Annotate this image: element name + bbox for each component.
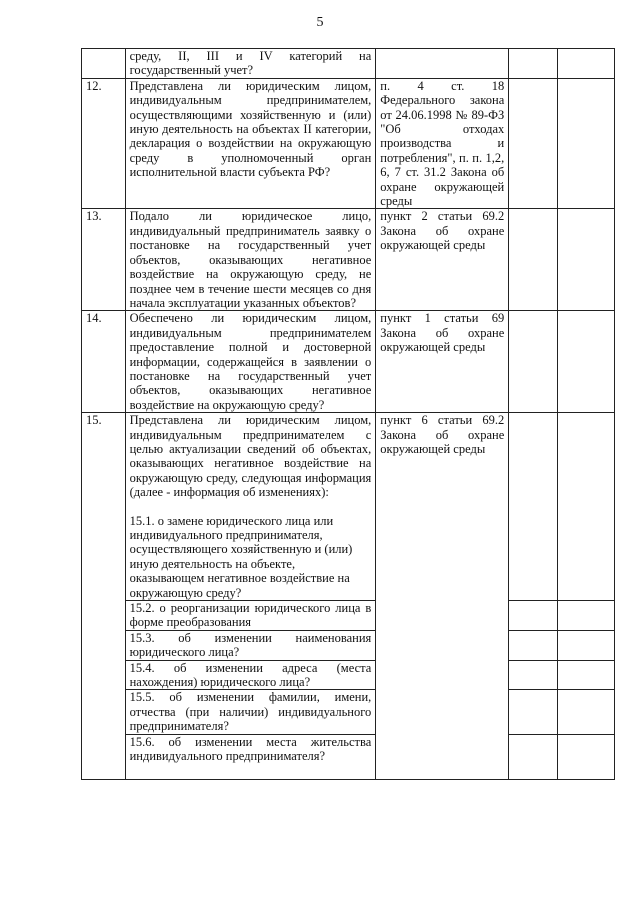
answer-cell[interactable] [509,601,558,631]
subitem-text: 15.6. об изменении места жительства индивидуального предпринимателя? [125,734,376,779]
table-row [82,209,615,311]
answer-cell[interactable] [509,630,558,660]
row-number: 15. [82,413,126,780]
subitem-text: 15.3. об изменении наименования юридического лица? [125,630,376,660]
answer-cell[interactable] [509,734,558,779]
subitem-text: 15.5. об изменении фамилии, имени, отчества (при наличии) индивидуального предпринимателя? [125,690,376,734]
reference-cell: пункт 6 статьи 69.2 Закона об охране окружающей среды [376,413,509,780]
note-cell[interactable] [558,49,615,79]
table-row [82,49,615,79]
note-cell[interactable] [558,311,615,413]
answer-cell[interactable] [509,660,558,690]
answer-cell[interactable] [509,311,558,413]
note-cell[interactable] [558,690,615,734]
note-cell[interactable] [558,734,615,779]
note-cell[interactable] [558,660,615,690]
table-row [82,413,615,601]
question-cell [125,413,376,601]
reference-cell: пункт 1 статьи 69 Закона об охране окружающей среды [376,311,509,413]
table-row [82,660,615,690]
note-cell[interactable] [558,630,615,660]
answer-cell[interactable] [509,690,558,734]
question-cell: Обеспечено ли юридическим лицом, индивидуальным предпринимателем предоставление полной и достоверной информации, содержащейся в заявлении о постановке на государственный учет объектов, оказывающих негативное воздействие на окружающую среду? [125,311,376,413]
reference-cell: п. 4 ст. 18 Федерального закона от 24.06.1998 № 89-ФЗ "Об отходах производства и потребления", п. п. 1,2, 6, 7 ст. 31.2 Закона об охране окружающей среды [376,78,509,209]
table-row [82,311,615,413]
row-number: 12. [82,78,126,209]
note-cell[interactable] [558,78,615,209]
answer-cell[interactable] [509,49,558,79]
table-row [82,601,615,631]
note-cell[interactable] [558,209,615,311]
row-number: 13. [82,209,126,311]
question-cell: среду, II, III и IV категорий на государственный учет? [125,49,376,79]
row-number [82,49,126,79]
table-row [82,630,615,660]
question-cell: Представлена ли юридическим лицом, индивидуальным предпринимателем, осуществляющими хозяйственную и (или) иную деятельность на объектах II категории, декларация о воздействии на окружающую среду в уполномоченный орган исполнительной власти субъекта РФ? [125,78,376,209]
question-cell: Подало ли юридическое лицо, индивидуальный предприниматель заявку о постановке на государственный учет объектов, оказывающих негативное воздействие на окружающую среду, не позднее чем в течение шести месяцев со дня начала эксплуатации указанных объектов? [125,209,376,311]
subitem-text: 15.2. о реорганизации юридического лица в форме преобразования [125,601,376,631]
question-intro: Представлена ли юридическим лицом, индивидуальным предпринимателем с целью актуализации сведений об объектах, оказывающих негативное воздействие на окружающую среду, следующая информация (далее - информация об изменениях): [129,413,372,500]
table-row [82,690,615,734]
answer-cell[interactable] [509,413,558,601]
answer-cell[interactable] [509,209,558,311]
reference-cell [376,49,509,79]
note-cell[interactable] [558,601,615,631]
page-number: 5 [316,15,324,30]
answer-cell[interactable] [509,78,558,209]
reference-cell: пункт 2 статьи 69.2 Закона об охране окружающей среды [376,209,509,311]
checklist-table [81,48,615,780]
row-number: 14. [82,311,126,413]
note-cell[interactable] [558,413,615,601]
subitem-text: 15.1. о замене юридического лица или индивидуального предпринимателя, осуществляющего хозяйственную и (или) иную деятельность на объекте, оказывающем негативное воздействие на окружающую среду? [129,513,353,600]
table-row [82,78,615,209]
table-row [82,734,615,779]
subitem-text: 15.4. об изменении адреса (места нахождения) юридического лица? [125,660,376,690]
